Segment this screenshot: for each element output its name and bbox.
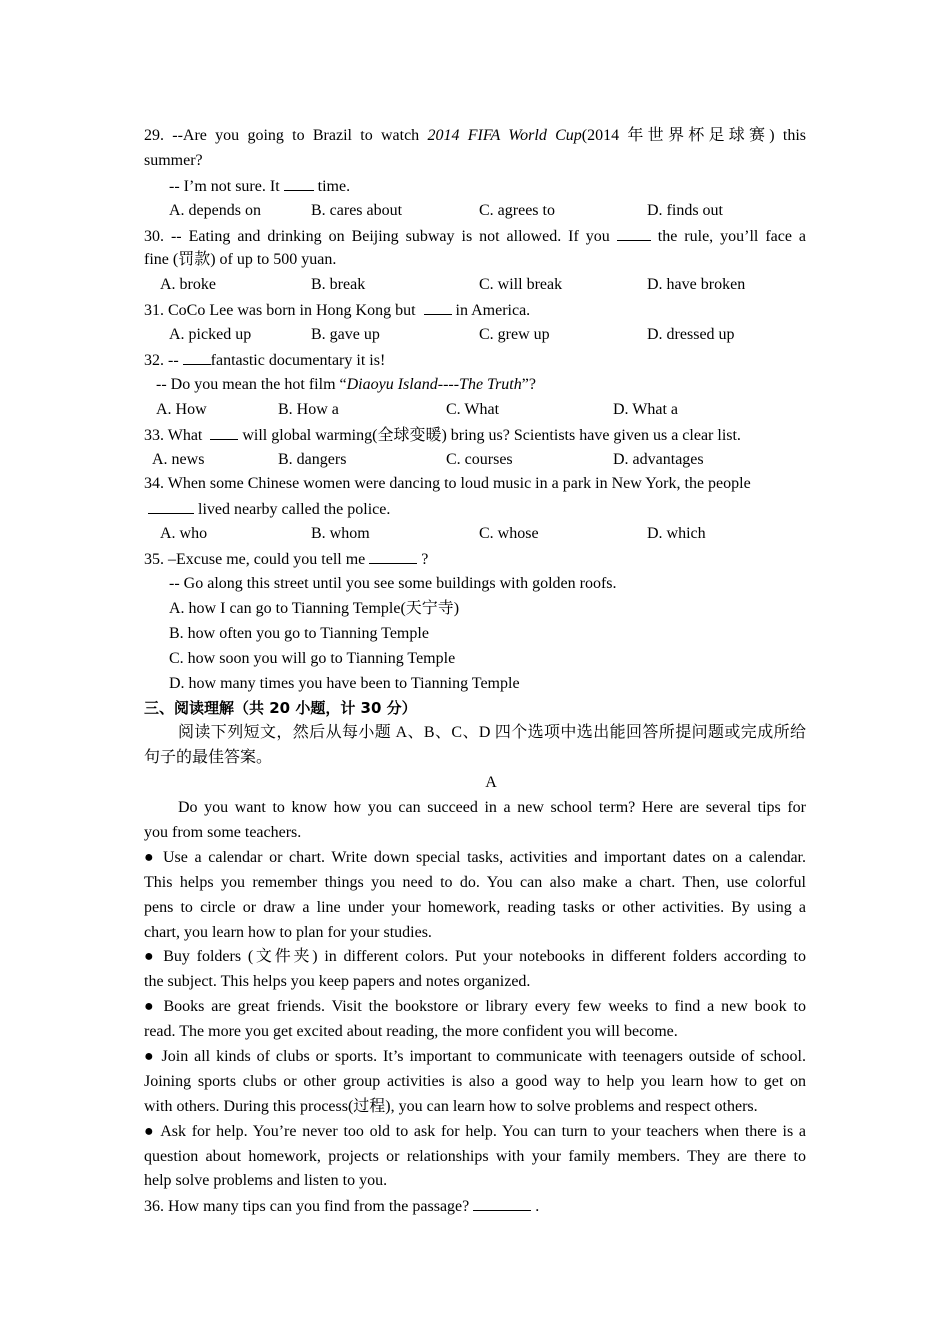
answer-blank <box>473 1194 531 1211</box>
q32-line2: -- Do you mean the hot film “Diaoyu Island----The Truth”? <box>156 375 536 393</box>
q30-options <box>144 273 806 298</box>
passage-tip-line: ● Buy folders (文件夹) in different colors. Put your notebooks in different folders according to <box>144 948 806 966</box>
q30-option-d: D. have broken <box>647 276 746 294</box>
q35-line2: -- Go along this street until you see some buildings with golden roofs. <box>169 575 617 593</box>
passage-label: A <box>485 774 497 792</box>
q29-option-c: C. agrees to <box>479 201 555 219</box>
section-heading: 三、阅读理解（共 20 小题，计 30 分） <box>144 699 417 718</box>
film-title-part1: Diaoyu Island <box>346 375 438 393</box>
q36-line: 36. How many tips can you find from the passage? . <box>144 1194 806 1219</box>
passage-line: help solve problems and listen to you. <box>144 1172 388 1190</box>
q32-option-a: A. How <box>156 400 207 418</box>
q30-option-c: C. will break <box>479 276 563 294</box>
answer-blank <box>424 298 452 315</box>
q32-option-b: B. How a <box>278 400 339 418</box>
q35-option-b: B. how often you go to Tianning Temple <box>169 624 429 642</box>
q34-options <box>144 522 806 547</box>
passage-tip-line: ● Join all kinds of clubs or sports. It’s important to communicate with teenagers outside of school. <box>144 1047 806 1065</box>
q30-line1: 30. -- Eating and drinking on Beijing subway is not allowed. If you the rule, you’ll face a <box>144 224 806 249</box>
q34-line1: 34. When some Chinese women were dancing to loud music in a park in New York, the people <box>144 475 751 493</box>
answer-blank <box>210 423 238 440</box>
q34-option-a: A. who <box>160 525 208 543</box>
passage-line: Do you want to know how you can succeed in a new school term? Here are several tips for <box>178 799 806 817</box>
film-title-part2: The Truth <box>459 375 522 393</box>
q29-line1: 29. --Are you going to Brazil to watch 2014 FIFA World Cup(2014 年世界杯足球赛) this <box>144 127 806 144</box>
section-instructions-line2: 句子的最佳答案。 <box>144 749 273 767</box>
passage-tip-line: ● Ask for help. You’re never too old to ask for help. You can turn to your teachers when there is a <box>144 1122 806 1140</box>
passage-line: pens to circle or draw a line under your homework, reading tasks or other activities. By using a <box>144 898 806 916</box>
passage-tip-line: ● Books are great friends. Visit the bookstore or library every few weeks to find a new book to <box>144 998 806 1016</box>
q31-option-c: C. grew up <box>479 326 550 344</box>
passage-line: with others. During this process(过程), you can learn how to solve problems and respect others. <box>144 1097 758 1115</box>
answer-blank <box>183 348 211 365</box>
passage-line: read. The more you get excited about reading, the more confident you will become. <box>144 1023 678 1041</box>
section-instructions-line1: 阅读下列短文，然后从每小题 A、B、C、D 四个选项中选出能回答所提问题或完成所给 <box>178 724 806 742</box>
passage-line: you from some teachers. <box>144 823 302 841</box>
q34-option-c: C. whose <box>479 525 539 543</box>
q31-options <box>144 323 806 348</box>
q33-option-d: D. advantages <box>613 450 704 468</box>
q35-option-c: C. how soon you will go to Tianning Temple <box>169 649 456 667</box>
exam-page <box>144 124 806 1219</box>
q33-option-b: B. dangers <box>278 450 347 468</box>
q34-option-d: D. which <box>647 525 706 543</box>
passage-line: This helps you remember things you need to do. You can also make a chart. Then, use colorful <box>144 873 806 891</box>
q30-option-a: A. broke <box>160 276 216 294</box>
q31-option-a: A. picked up <box>169 326 252 344</box>
q32-line1: 32. -- fantastic documentary it is! <box>144 348 806 373</box>
q29-line2: summer? <box>144 151 203 169</box>
q32-option-c: C. What <box>446 400 500 418</box>
q33-line1: 33. What will global warming(全球变暖) bring us? Scientists have given us a clear list. <box>144 423 806 448</box>
q35-option-d: D. how many times you have been to Tianning Temple <box>169 674 520 692</box>
q29-options <box>144 199 806 224</box>
q33-option-a: A. news <box>152 450 205 468</box>
answer-blank <box>148 497 194 514</box>
q31-line1: 31. CoCo Lee was born in Hong Kong but in America. <box>144 298 806 323</box>
answer-blank <box>617 224 651 241</box>
q29-option-a: A. depends on <box>169 201 261 219</box>
q35-option-a: A. how I can go to Tianning Temple(天宁寺) <box>169 599 460 617</box>
q34-option-b: B. whom <box>311 525 370 543</box>
answer-blank <box>369 547 417 564</box>
q29-title: 2014 FIFA World Cup <box>427 127 582 144</box>
q30-line2: fine (罚款) of up to 500 yuan. <box>144 251 337 269</box>
passage-line: the subject. This helps you keep papers and notes organized. <box>144 973 531 991</box>
passage-line: chart, you learn how to plan for your studies. <box>144 923 432 941</box>
answer-blank <box>284 174 314 191</box>
q33-option-c: C. courses <box>446 450 513 468</box>
q32-options <box>144 398 806 423</box>
q30-option-b: B. break <box>311 276 366 294</box>
q29-option-d: D. finds out <box>647 201 723 219</box>
q35-line1: 35. –Excuse me, could you tell me ? <box>144 547 806 572</box>
q31-option-d: D. dressed up <box>647 326 735 344</box>
q29-line3: -- I’m not sure. It time. <box>144 174 806 199</box>
q29-option-b: B. cares about <box>311 201 403 219</box>
passage-line: Joining sports clubs or other group activities is also a good way to help you learn how to get on <box>144 1072 806 1090</box>
passage-tip-line: ● Use a calendar or chart. Write down special tasks, activities and important dates on a calendar. <box>144 848 806 866</box>
passage-line: question about homework, projects or relationships with your family members. They are there to <box>144 1147 806 1165</box>
q32-option-d: D. What a <box>613 400 679 418</box>
q34-line2: lived nearby called the police. <box>144 497 806 522</box>
q33-options <box>144 448 806 473</box>
q31-option-b: B. gave up <box>311 326 380 344</box>
